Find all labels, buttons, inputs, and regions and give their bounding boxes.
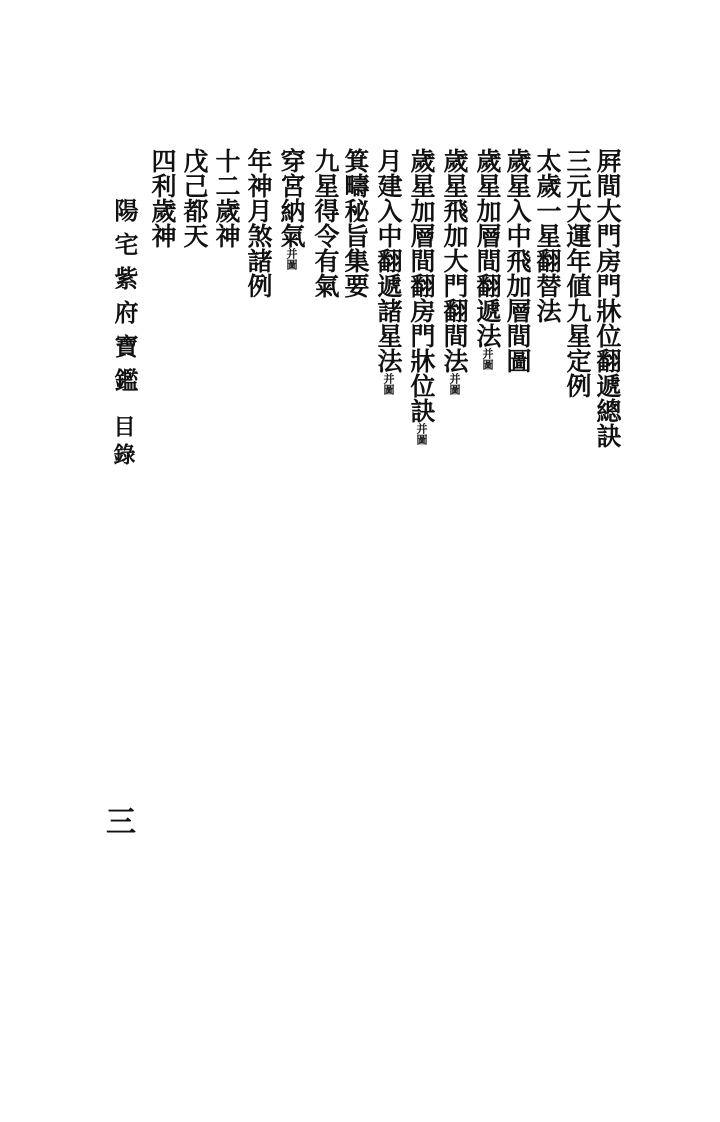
toc-entry-note: 并圖 (415, 423, 428, 445)
toc-entry-10 (313, 148, 338, 298)
toc-entry-text: 屛間大門房門牀位翻遞總訣 (593, 148, 622, 448)
toc-entry-note: 并圖 (481, 348, 494, 370)
toc-entry-text: 歲星加層間翻房門牀位訣 (407, 148, 436, 423)
toc-entry-15 (150, 148, 175, 248)
toc-entry-6 (442, 148, 467, 395)
toc-entry-text: 歲星飛加大門翻間法 (440, 148, 469, 373)
toc-entry-text: 穿宮納氣 (277, 148, 306, 248)
toc-entry-text: 箕疇秘旨集要 (341, 148, 370, 298)
toc-entry-text: 歲星加層間翻遞法 (473, 148, 502, 348)
section-label: 目錄 (110, 415, 136, 471)
toc-entry-12 (246, 148, 271, 298)
toc-entry-text: 九星得令有氣 (311, 148, 340, 298)
toc-entry-text: 十二歲神 (212, 148, 241, 248)
toc-entry-text: 戊己都天 (180, 148, 209, 248)
toc-entry-note: 并圖 (382, 373, 395, 395)
running-title: 陽宅紫府寶鑑 (110, 198, 139, 402)
page-number: 三 (106, 805, 136, 840)
toc-entry-11 (279, 148, 304, 270)
toc-entry-9 (343, 148, 368, 298)
toc-entry-14 (182, 148, 207, 248)
toc-entry-text: 月建入中翻遞諸星法 (374, 148, 403, 373)
toc-entry-1 (595, 148, 620, 448)
toc-entry-7 (409, 148, 434, 445)
toc-entry-8 (376, 148, 401, 395)
toc-entry-text: 歲星入中飛加層間圖 (503, 148, 532, 373)
toc-entry-text: 三元大運年値九星定例 (563, 148, 592, 398)
toc-entry-note: 并圖 (285, 248, 298, 270)
toc-entry-note: 并圖 (448, 373, 461, 395)
toc-entry-4 (505, 148, 530, 373)
toc-entry-5 (475, 148, 500, 370)
toc-entry-3 (535, 148, 560, 323)
toc-entry-text: 四利歲神 (148, 148, 177, 248)
toc-entry-text: 年神月煞諸例 (244, 148, 273, 298)
toc-entry-2 (565, 148, 590, 398)
toc-entry-13 (214, 148, 239, 248)
toc-entry-text: 太歲一星翻替法 (533, 148, 562, 323)
